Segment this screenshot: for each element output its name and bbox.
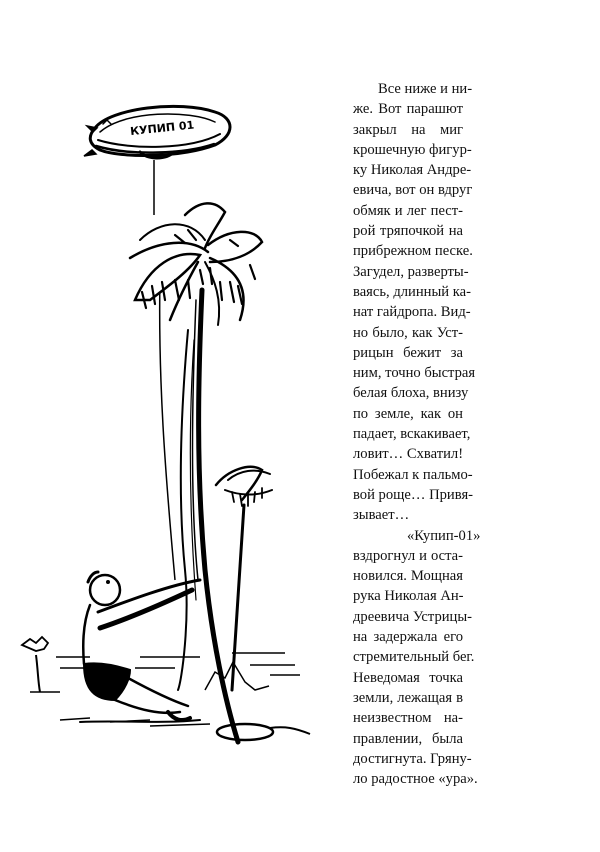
text-line: закрыл на миг <box>353 121 463 138</box>
paragraph-2 <box>328 526 481 790</box>
text-line: вздрогнул и оста- <box>353 547 463 564</box>
text-line: рой тряпочкой на <box>353 223 463 240</box>
text-line: зывает… <box>353 507 410 524</box>
text-line: евича, вот он вдруг <box>353 182 473 199</box>
tiny-palm-icon <box>22 637 48 692</box>
text-line: по земле, как он <box>353 405 463 422</box>
text-line: дреевича Устрицы- <box>353 608 473 625</box>
text-line: Все ниже и ни- <box>378 81 473 97</box>
text-line: нат гайдропа. Вид- <box>353 304 471 321</box>
text-line: правлении, была <box>353 730 463 747</box>
text-line: рука Николая Ан- <box>353 588 464 605</box>
text-line: «Купип-01» <box>407 527 481 544</box>
text-line: ло радостное «ура». <box>353 771 478 788</box>
story-text <box>328 79 481 789</box>
text-line: но было, как Уст- <box>353 324 463 341</box>
paragraph-1 <box>328 79 476 526</box>
text-line: новился. Мощная <box>353 568 463 585</box>
text-line: Побежал к пальмо- <box>353 466 473 483</box>
text-line: падает, вскакивает, <box>353 426 471 443</box>
small-palm-icon <box>216 467 272 690</box>
airship-label: КУПИП 01 <box>129 118 195 139</box>
text-line: ваясь, длинный ка- <box>353 283 471 300</box>
text-line: прибрежном песке. <box>353 243 473 260</box>
text-line: белая блоха, внизу <box>353 385 469 402</box>
text-line: Загудел, разверты- <box>353 263 469 280</box>
text-line: достигнута. Гряну- <box>353 750 472 767</box>
book-illustration <box>0 0 320 760</box>
text-line: на задержала его <box>353 629 463 646</box>
text-line: вой роще… Привя- <box>353 486 474 503</box>
text-line: ку Николая Андре- <box>353 162 472 179</box>
text-line: обмяк и лег пест- <box>353 202 463 219</box>
text-line: рицын бежит за <box>353 344 463 361</box>
text-line: стремительный бег. <box>353 649 475 666</box>
text-line: неизвестном на- <box>353 710 463 727</box>
text-line: крошечную фигур- <box>353 141 472 158</box>
text-line: Неведомая точка <box>353 669 463 686</box>
text-line: же. Вот парашют <box>353 101 463 118</box>
text-line: ним, точно быстрая <box>353 365 476 382</box>
sea-lines <box>30 653 300 726</box>
text-line: земли, лежащая в <box>353 689 463 706</box>
boy-figure-icon <box>80 572 200 722</box>
text-line: ловит… Схватил! <box>353 446 464 463</box>
